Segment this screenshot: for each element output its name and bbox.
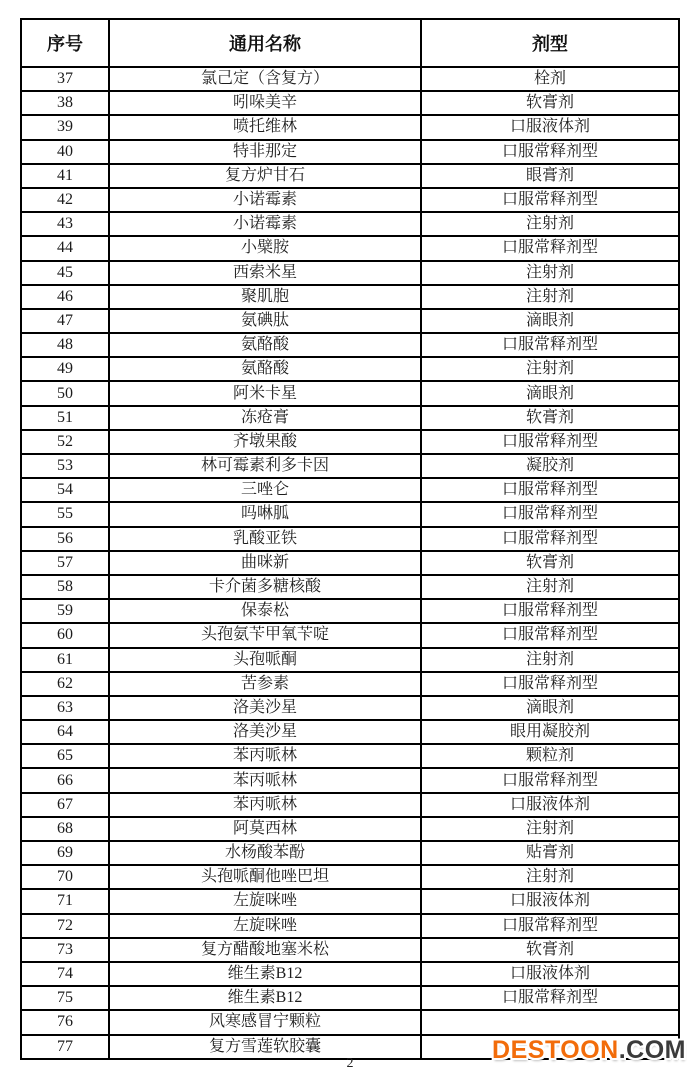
cell-serial-number: 66 xyxy=(21,768,109,792)
table-row xyxy=(21,91,679,115)
table-row xyxy=(21,696,679,720)
cell-generic-name: 阿莫西林 xyxy=(109,817,421,841)
cell-serial-number: 38 xyxy=(21,91,109,115)
watermark-suffix: .COM xyxy=(618,1036,686,1064)
cell-serial-number: 67 xyxy=(21,793,109,817)
table-row xyxy=(21,768,679,792)
cell-generic-name: 三唑仑 xyxy=(109,478,421,502)
table-row xyxy=(21,140,679,164)
cell-serial-number: 39 xyxy=(21,115,109,139)
watermark xyxy=(492,1036,686,1065)
cell-generic-name: 曲咪新 xyxy=(109,551,421,575)
cell-dosage-form xyxy=(421,1010,679,1034)
table-row xyxy=(21,478,679,502)
cell-serial-number: 70 xyxy=(21,865,109,889)
table-header xyxy=(21,19,679,67)
cell-generic-name: 吗啉胍 xyxy=(109,502,421,526)
cell-generic-name: 小檗胺 xyxy=(109,236,421,260)
table-row xyxy=(21,793,679,817)
table-row xyxy=(21,551,679,575)
cell-dosage-form: 软膏剂 xyxy=(421,406,679,430)
table-row xyxy=(21,817,679,841)
table-row xyxy=(21,381,679,405)
cell-serial-number: 48 xyxy=(21,333,109,357)
cell-dosage-form: 注射剂 xyxy=(421,865,679,889)
table-row xyxy=(21,599,679,623)
cell-serial-number: 60 xyxy=(21,623,109,647)
cell-serial-number: 49 xyxy=(21,357,109,381)
cell-dosage-form: 凝胶剂 xyxy=(421,454,679,478)
cell-generic-name: 洛美沙星 xyxy=(109,696,421,720)
table-row xyxy=(21,285,679,309)
cell-serial-number: 59 xyxy=(21,599,109,623)
cell-generic-name: 氨酪酸 xyxy=(109,357,421,381)
cell-dosage-form: 注射剂 xyxy=(421,212,679,236)
cell-serial-number: 53 xyxy=(21,454,109,478)
cell-serial-number: 40 xyxy=(21,140,109,164)
table-row xyxy=(21,212,679,236)
cell-serial-number: 64 xyxy=(21,720,109,744)
table-row xyxy=(21,889,679,913)
cell-dosage-form: 软膏剂 xyxy=(421,91,679,115)
table-row xyxy=(21,938,679,962)
cell-dosage-form: 口服常释剂型 xyxy=(421,430,679,454)
cell-serial-number: 74 xyxy=(21,962,109,986)
cell-generic-name: 头孢哌酮 xyxy=(109,648,421,672)
table-row xyxy=(21,261,679,285)
cell-dosage-form: 口服常释剂型 xyxy=(421,986,679,1010)
cell-generic-name: 小诺霉素 xyxy=(109,212,421,236)
cell-dosage-form: 口服常释剂型 xyxy=(421,527,679,551)
header-generic-name: 通用名称 xyxy=(109,19,421,67)
cell-generic-name: 头孢氨苄甲氧苄啶 xyxy=(109,623,421,647)
cell-dosage-form: 注射剂 xyxy=(421,357,679,381)
cell-serial-number: 76 xyxy=(21,1010,109,1034)
cell-serial-number: 65 xyxy=(21,744,109,768)
cell-generic-name: 水杨酸苯酚 xyxy=(109,841,421,865)
cell-dosage-form: 口服液体剂 xyxy=(421,793,679,817)
table-row xyxy=(21,454,679,478)
cell-serial-number: 55 xyxy=(21,502,109,526)
cell-generic-name: 氨碘肽 xyxy=(109,309,421,333)
cell-generic-name: 氯己定（含复方） xyxy=(109,67,421,91)
table-row xyxy=(21,1010,679,1034)
cell-serial-number: 58 xyxy=(21,575,109,599)
cell-generic-name: 西索米星 xyxy=(109,261,421,285)
cell-generic-name: 左旋咪唑 xyxy=(109,914,421,938)
cell-serial-number: 42 xyxy=(21,188,109,212)
cell-serial-number: 68 xyxy=(21,817,109,841)
cell-dosage-form: 口服常释剂型 xyxy=(421,599,679,623)
cell-dosage-form: 滴眼剂 xyxy=(421,696,679,720)
table-row xyxy=(21,865,679,889)
cell-dosage-form: 注射剂 xyxy=(421,261,679,285)
cell-serial-number: 46 xyxy=(21,285,109,309)
cell-serial-number: 62 xyxy=(21,672,109,696)
cell-dosage-form: 注射剂 xyxy=(421,648,679,672)
cell-dosage-form: 注射剂 xyxy=(421,575,679,599)
cell-dosage-form: 口服常释剂型 xyxy=(421,188,679,212)
cell-dosage-form: 口服常释剂型 xyxy=(421,914,679,938)
header-row xyxy=(21,19,679,67)
cell-dosage-form: 滴眼剂 xyxy=(421,381,679,405)
table-row xyxy=(21,744,679,768)
cell-generic-name: 维生素B12 xyxy=(109,986,421,1010)
cell-generic-name: 林可霉素利多卡因 xyxy=(109,454,421,478)
cell-dosage-form: 注射剂 xyxy=(421,285,679,309)
watermark-brand: DESTOON xyxy=(492,1036,619,1064)
cell-generic-name: 卡介菌多糖核酸 xyxy=(109,575,421,599)
header-serial-number: 序号 xyxy=(21,19,109,67)
cell-generic-name: 氨酪酸 xyxy=(109,333,421,357)
cell-dosage-form: 口服常释剂型 xyxy=(421,623,679,647)
table-row xyxy=(21,986,679,1010)
cell-dosage-form: 口服液体剂 xyxy=(421,889,679,913)
cell-serial-number: 57 xyxy=(21,551,109,575)
cell-dosage-form: 眼膏剂 xyxy=(421,164,679,188)
cell-serial-number: 54 xyxy=(21,478,109,502)
cell-generic-name: 吲哚美辛 xyxy=(109,91,421,115)
table-row xyxy=(21,962,679,986)
cell-generic-name: 洛美沙星 xyxy=(109,720,421,744)
table-row xyxy=(21,623,679,647)
cell-serial-number: 47 xyxy=(21,309,109,333)
table-row xyxy=(21,333,679,357)
table-row xyxy=(21,188,679,212)
cell-serial-number: 43 xyxy=(21,212,109,236)
table-row xyxy=(21,309,679,333)
cell-dosage-form: 口服液体剂 xyxy=(421,962,679,986)
table-row xyxy=(21,527,679,551)
cell-generic-name: 阿米卡星 xyxy=(109,381,421,405)
cell-dosage-form: 注射剂 xyxy=(421,817,679,841)
cell-serial-number: 52 xyxy=(21,430,109,454)
table-row xyxy=(21,672,679,696)
cell-dosage-form: 口服常释剂型 xyxy=(421,672,679,696)
cell-generic-name: 维生素B12 xyxy=(109,962,421,986)
cell-generic-name: 复方雪莲软胶囊 xyxy=(109,1035,421,1059)
cell-serial-number: 69 xyxy=(21,841,109,865)
cell-serial-number: 45 xyxy=(21,261,109,285)
page-number: 2 xyxy=(346,1056,354,1071)
cell-dosage-form: 贴膏剂 xyxy=(421,841,679,865)
cell-serial-number: 37 xyxy=(21,67,109,91)
table-row xyxy=(21,430,679,454)
cell-serial-number: 75 xyxy=(21,986,109,1010)
cell-generic-name: 齐墩果酸 xyxy=(109,430,421,454)
cell-serial-number: 73 xyxy=(21,938,109,962)
cell-serial-number: 61 xyxy=(21,648,109,672)
cell-generic-name: 左旋咪唑 xyxy=(109,889,421,913)
cell-serial-number: 71 xyxy=(21,889,109,913)
header-dosage-form: 剂型 xyxy=(421,19,679,67)
table-row xyxy=(21,648,679,672)
cell-serial-number: 44 xyxy=(21,236,109,260)
table-row xyxy=(21,236,679,260)
table-row xyxy=(21,502,679,526)
cell-generic-name: 保泰松 xyxy=(109,599,421,623)
cell-dosage-form: 颗粒剂 xyxy=(421,744,679,768)
cell-generic-name: 头孢哌酮他唑巴坦 xyxy=(109,865,421,889)
cell-generic-name: 复方炉甘石 xyxy=(109,164,421,188)
table-row xyxy=(21,357,679,381)
cell-dosage-form: 口服常释剂型 xyxy=(421,333,679,357)
table-body xyxy=(21,67,679,1059)
cell-dosage-form: 口服常释剂型 xyxy=(421,502,679,526)
table-row xyxy=(21,720,679,744)
cell-serial-number: 63 xyxy=(21,696,109,720)
table-row xyxy=(21,575,679,599)
cell-generic-name: 冻疮膏 xyxy=(109,406,421,430)
cell-dosage-form: 口服常释剂型 xyxy=(421,236,679,260)
cell-dosage-form: 口服液体剂 xyxy=(421,115,679,139)
cell-generic-name: 苯丙哌林 xyxy=(109,768,421,792)
cell-generic-name: 小诺霉素 xyxy=(109,188,421,212)
cell-dosage-form: 软膏剂 xyxy=(421,551,679,575)
cell-serial-number: 41 xyxy=(21,164,109,188)
table-row xyxy=(21,841,679,865)
cell-serial-number: 72 xyxy=(21,914,109,938)
cell-dosage-form: 软膏剂 xyxy=(421,938,679,962)
table-row xyxy=(21,67,679,91)
cell-dosage-form: 口服常释剂型 xyxy=(421,478,679,502)
cell-generic-name: 风寒感冒宁颗粒 xyxy=(109,1010,421,1034)
table-row xyxy=(21,115,679,139)
cell-generic-name: 聚肌胞 xyxy=(109,285,421,309)
table-row xyxy=(21,406,679,430)
cell-generic-name: 喷托维林 xyxy=(109,115,421,139)
cell-serial-number: 50 xyxy=(21,381,109,405)
cell-generic-name: 苯丙哌林 xyxy=(109,744,421,768)
cell-serial-number: 56 xyxy=(21,527,109,551)
cell-generic-name: 复方醋酸地塞米松 xyxy=(109,938,421,962)
cell-generic-name: 乳酸亚铁 xyxy=(109,527,421,551)
cell-generic-name: 苯丙哌林 xyxy=(109,793,421,817)
table-row xyxy=(21,164,679,188)
cell-serial-number: 77 xyxy=(21,1035,109,1059)
cell-dosage-form: 眼用凝胶剂 xyxy=(421,720,679,744)
cell-dosage-form: 栓剂 xyxy=(421,67,679,91)
cell-dosage-form: 口服常释剂型 xyxy=(421,140,679,164)
cell-serial-number: 51 xyxy=(21,406,109,430)
cell-generic-name: 特非那定 xyxy=(109,140,421,164)
table-row xyxy=(21,914,679,938)
medicine-table xyxy=(20,18,680,1060)
cell-generic-name: 苦参素 xyxy=(109,672,421,696)
cell-dosage-form: 滴眼剂 xyxy=(421,309,679,333)
cell-dosage-form: 口服常释剂型 xyxy=(421,768,679,792)
